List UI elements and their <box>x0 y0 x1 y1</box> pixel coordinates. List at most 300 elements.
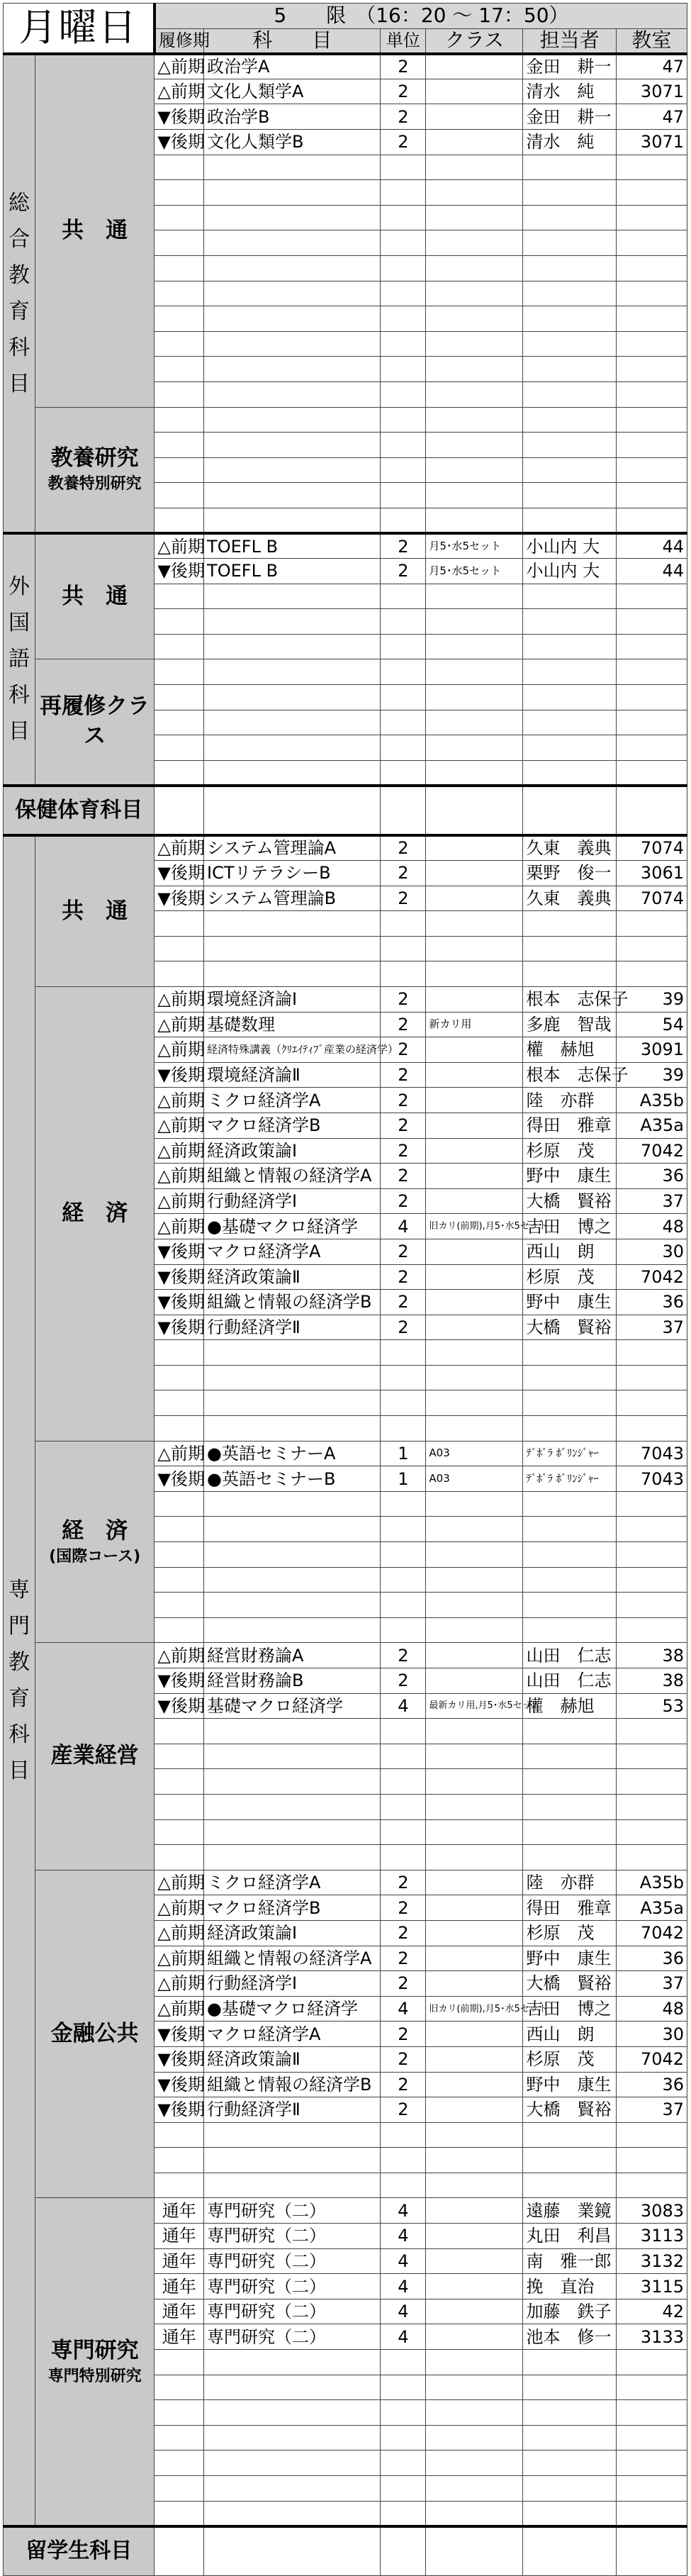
day-title: 月曜日 <box>4 4 155 54</box>
cell-empty <box>426 2501 523 2526</box>
foreign-label: 外 国 語 科 目 <box>4 533 35 786</box>
cell-room: 54 <box>616 1012 687 1037</box>
cell-empty <box>155 180 204 206</box>
cell-empty <box>616 1719 687 1744</box>
cell-empty <box>204 1593 381 1618</box>
cell-empty <box>155 1517 204 1542</box>
column-header-class: クラス <box>426 28 523 54</box>
cell-empty <box>381 155 426 180</box>
cell-empty <box>155 457 204 483</box>
cell-credits: 2 <box>381 79 426 104</box>
cell-empty <box>426 281 523 306</box>
cell-instructor: 野中 康生 <box>523 1164 616 1189</box>
cell-course: TOEFL B <box>204 559 381 584</box>
cell-term: ▼後期 <box>155 861 204 886</box>
cell-term: ▼後期 <box>155 1290 204 1315</box>
cell-credits: 2 <box>381 1668 426 1694</box>
cell-course: 専門研究（二） <box>204 2324 381 2350</box>
cell-empty <box>426 306 523 332</box>
cell-empty <box>426 357 523 382</box>
cell-instructor: 大橋 賢裕 <box>523 1971 616 1997</box>
cell-empty <box>155 331 204 357</box>
cell-empty <box>523 1819 616 1845</box>
cell-empty <box>155 2450 204 2476</box>
cell-empty <box>155 760 204 786</box>
cell-empty <box>616 911 687 937</box>
cell-empty <box>616 331 687 357</box>
cell-empty <box>381 2400 426 2426</box>
specialized-group-4 <box>35 1870 154 2198</box>
cell-course: 行動経済学Ⅱ <box>204 2097 381 2123</box>
cell-instructor: 挽 直治 <box>523 2274 616 2299</box>
specialized-group-3 <box>35 1643 154 1870</box>
cell-empty <box>204 457 381 483</box>
cell-empty <box>155 936 204 961</box>
cell-empty <box>155 1593 204 1618</box>
cell-class <box>426 1113 523 1138</box>
cell-empty <box>381 457 426 483</box>
cell-class <box>426 1870 523 1895</box>
cell-empty <box>381 659 426 685</box>
cell-room: 38 <box>616 1643 687 1668</box>
cell-term: ▼後期 <box>155 2072 204 2097</box>
cell-course: システム管理論B <box>204 886 381 911</box>
foreign-group-1 <box>35 659 154 786</box>
cell-empty <box>155 2476 204 2502</box>
header-period-row <box>4 4 687 29</box>
cell-term: △前期 <box>155 1946 204 1971</box>
cell-empty <box>523 508 616 533</box>
cell-term: ▼後期 <box>155 2046 204 2072</box>
cell-empty <box>381 2501 426 2526</box>
cell-empty <box>426 1744 523 1769</box>
cell-empty <box>523 457 616 483</box>
cell-class <box>426 1264 523 1290</box>
cell-empty <box>523 1491 616 1517</box>
cell-empty <box>381 710 426 735</box>
cell-empty <box>381 2450 426 2476</box>
cell-instructor: 權 赫旭 <box>523 1037 616 1063</box>
cell-course: 経営財務論B <box>204 1668 381 1694</box>
cell-empty <box>426 1365 523 1390</box>
cell-term: 通年 <box>155 2248 204 2274</box>
cell-term: ▼後期 <box>155 129 204 155</box>
cell-empty <box>523 2173 616 2198</box>
cell-empty <box>381 180 426 206</box>
cell-empty <box>616 508 687 533</box>
cell-empty <box>616 659 687 685</box>
cell-class <box>426 1895 523 1921</box>
cell-empty <box>155 205 204 230</box>
cell-credits: 2 <box>381 1870 426 1895</box>
cell-empty <box>381 786 426 835</box>
cell-empty <box>523 1517 616 1542</box>
cell-empty <box>616 1390 687 1416</box>
cell-empty <box>523 1365 616 1390</box>
cell-room: 7042 <box>616 1920 687 1946</box>
cell-room: 47 <box>616 104 687 130</box>
cell-empty <box>155 961 204 987</box>
cell-empty <box>381 2526 426 2576</box>
cell-empty <box>155 407 204 433</box>
cell-empty <box>155 2173 204 2198</box>
cell-empty <box>381 2122 426 2148</box>
cell-room: 44 <box>616 533 687 559</box>
cell-empty <box>523 306 616 332</box>
cell-empty <box>426 331 523 357</box>
cell-empty <box>155 483 204 508</box>
cell-empty <box>523 1794 616 1819</box>
cell-course: 環境経済論Ⅰ <box>204 986 381 1012</box>
cell-credits: 2 <box>381 1920 426 1946</box>
cell-course: 経済政策論Ⅱ <box>204 2046 381 2072</box>
foreign-group-1-label: 再履修クラス <box>40 693 150 749</box>
cell-room: 7043 <box>616 1441 687 1466</box>
foreign-row <box>4 659 687 685</box>
cell-course: 政治学B <box>204 104 381 130</box>
cell-empty <box>523 357 616 382</box>
cell-empty <box>426 911 523 937</box>
general-group-1 <box>35 407 154 533</box>
cell-empty <box>616 2450 687 2476</box>
cell-instructor: 山田 仁志 <box>523 1643 616 1668</box>
cell-empty <box>204 1416 381 1442</box>
cell-empty <box>426 1617 523 1643</box>
cell-empty <box>616 255 687 281</box>
cell-course: 環境経済論Ⅱ <box>204 1062 381 1088</box>
cell-room: 7074 <box>616 835 687 861</box>
cell-empty <box>381 1365 426 1390</box>
cell-empty <box>616 2425 687 2450</box>
cell-empty <box>616 760 687 786</box>
cell-class: 月5･水5セット <box>426 533 523 559</box>
cell-empty <box>155 1491 204 1517</box>
cell-empty <box>523 1617 616 1643</box>
cell-credits: 2 <box>381 533 426 559</box>
cell-class <box>426 886 523 911</box>
cell-empty <box>381 1340 426 1366</box>
cell-course: 組織と情報の経済学A <box>204 1164 381 1189</box>
cell-empty <box>616 1819 687 1845</box>
cell-empty <box>426 2173 523 2198</box>
cell-empty <box>523 760 616 786</box>
cell-empty <box>204 961 381 987</box>
cell-credits: 2 <box>381 2046 426 2072</box>
cell-empty <box>155 155 204 180</box>
cell-instructor: 吉田 博之 <box>523 1214 616 1239</box>
cell-empty <box>381 1794 426 1819</box>
general-row <box>4 54 687 79</box>
cell-term: ▼後期 <box>155 2022 204 2047</box>
cell-empty <box>204 1794 381 1819</box>
cell-course: 専門研究（二） <box>204 2198 381 2224</box>
cell-empty <box>381 483 426 508</box>
cell-empty <box>616 1365 687 1390</box>
cell-empty <box>204 1491 381 1517</box>
general-group-0-label: 共 通 <box>62 217 128 243</box>
cell-empty <box>426 457 523 483</box>
cell-empty <box>381 1517 426 1542</box>
specialized-group-4-label: 金融公共 <box>50 2020 139 2046</box>
cell-empty <box>204 1845 381 1870</box>
cell-empty <box>426 1593 523 1618</box>
cell-empty <box>155 2400 204 2426</box>
cell-empty <box>523 685 616 710</box>
cell-course: 経済特殊講義（ｸﾘｴｲﾃｨﾌﾞ産業の経済学） <box>204 1037 381 1063</box>
cell-instructor: 丸田 利昌 <box>523 2224 616 2249</box>
cell-room: 7042 <box>616 2046 687 2072</box>
cell-empty <box>426 2375 523 2400</box>
cell-empty <box>204 1719 381 1744</box>
cell-empty <box>426 230 523 256</box>
cell-empty <box>204 306 381 332</box>
cell-empty <box>204 230 381 256</box>
cell-empty <box>426 584 523 609</box>
cell-room: 30 <box>616 1239 687 1264</box>
cell-empty <box>155 2350 204 2375</box>
cell-course: 組織と情報の経済学A <box>204 1946 381 1971</box>
cell-empty <box>204 508 381 533</box>
cell-empty <box>523 1719 616 1744</box>
cell-empty <box>616 180 687 206</box>
cell-empty <box>204 2148 381 2173</box>
cell-instructor: 久東 義典 <box>523 886 616 911</box>
cell-empty <box>155 508 204 533</box>
cell-instructor: 加藤 鉄子 <box>523 2299 616 2324</box>
cell-room: 36 <box>616 1290 687 1315</box>
cell-empty <box>616 584 687 609</box>
cell-empty <box>204 911 381 937</box>
cell-class <box>426 2022 523 2047</box>
cell-term: △前期 <box>155 1012 204 1037</box>
cell-empty <box>204 155 381 180</box>
specialized-group-5-sublabel: 専門特別研究 <box>47 2367 142 2385</box>
cell-empty <box>155 1617 204 1643</box>
cell-empty <box>523 2526 616 2576</box>
cell-empty <box>204 1365 381 1390</box>
cell-empty <box>616 281 687 306</box>
cell-empty <box>523 1340 616 1366</box>
cell-empty <box>204 634 381 659</box>
cell-class: A03 <box>426 1441 523 1466</box>
cell-empty <box>426 180 523 206</box>
cell-empty <box>426 735 523 761</box>
general-group-0 <box>35 54 154 407</box>
cell-term: 通年 <box>155 2198 204 2224</box>
cell-credits: 2 <box>381 559 426 584</box>
specialized-group-0 <box>35 835 154 987</box>
cell-empty <box>204 205 381 230</box>
cell-class <box>426 2046 523 2072</box>
cell-course: ●基礎マクロ経済学 <box>204 1996 381 2022</box>
cell-empty <box>523 180 616 206</box>
cell-instructor: 陸 亦群 <box>523 1870 616 1895</box>
cell-empty <box>523 634 616 659</box>
cell-class <box>426 1290 523 1315</box>
cell-credits: 2 <box>381 886 426 911</box>
cell-class <box>426 1188 523 1214</box>
cell-room: 3113 <box>616 2224 687 2249</box>
cell-empty <box>523 735 616 761</box>
cell-term: 通年 <box>155 2324 204 2350</box>
general-row <box>4 407 687 433</box>
cell-course: 経済政策論Ⅰ <box>204 1920 381 1946</box>
cell-empty <box>155 1567 204 1593</box>
cell-empty <box>381 1617 426 1643</box>
cell-empty <box>426 2425 523 2450</box>
cell-empty <box>523 1416 616 1442</box>
cell-room: 7042 <box>616 1138 687 1164</box>
cell-room: 37 <box>616 2097 687 2123</box>
cell-instructor: 清水 純 <box>523 129 616 155</box>
cell-empty <box>426 2400 523 2426</box>
cell-empty <box>616 735 687 761</box>
cell-room: 42 <box>616 2299 687 2324</box>
cell-empty <box>204 735 381 761</box>
cell-class <box>426 1668 523 1694</box>
cell-term: ▼後期 <box>155 1466 204 1492</box>
cell-empty <box>426 936 523 961</box>
cell-term: △前期 <box>155 1870 204 1895</box>
cell-class: 月5･水5セット <box>426 559 523 584</box>
cell-empty <box>381 1769 426 1795</box>
cell-empty <box>204 2476 381 2502</box>
cell-instructor: 杉原 茂 <box>523 1264 616 1290</box>
cell-empty <box>426 433 523 458</box>
cell-empty <box>523 609 616 635</box>
cell-empty <box>155 2122 204 2148</box>
cell-empty <box>204 2450 381 2476</box>
cell-empty <box>523 2400 616 2426</box>
cell-empty <box>204 1819 381 1845</box>
cell-room: A35a <box>616 1113 687 1138</box>
cell-instructor: 得田 雅章 <box>523 1113 616 1138</box>
cell-empty <box>381 331 426 357</box>
cell-class: 最新カリ用,月5･水5セット <box>426 1693 523 1719</box>
specialized-row <box>4 1441 687 1466</box>
cell-course: マクロ経済学A <box>204 2022 381 2047</box>
period-title: 5 限 （16：20 ～ 17：50） <box>155 4 687 29</box>
specialized-group-2-sublabel: (国際コース) <box>49 1547 141 1566</box>
cell-credits: 2 <box>381 1188 426 1214</box>
cell-instructor: 大橋 賢裕 <box>523 1188 616 1214</box>
cell-empty <box>523 961 616 987</box>
cell-class <box>426 2248 523 2274</box>
cell-empty <box>381 1593 426 1618</box>
cell-class: A03 <box>426 1466 523 1492</box>
cell-course: 文化人類学B <box>204 129 381 155</box>
cell-term: △前期 <box>155 835 204 861</box>
cell-course: 組織と情報の経済学B <box>204 1290 381 1315</box>
cell-instructor: 西山 朗 <box>523 1239 616 1264</box>
cell-empty <box>523 407 616 433</box>
cell-empty <box>155 1769 204 1795</box>
cell-credits: 2 <box>381 1946 426 1971</box>
cell-empty <box>616 1416 687 1442</box>
cell-term: ▼後期 <box>155 886 204 911</box>
column-header-room: 教室 <box>616 28 687 54</box>
cell-empty <box>204 609 381 635</box>
cell-empty <box>523 205 616 230</box>
cell-class <box>426 1946 523 1971</box>
cell-empty <box>523 331 616 357</box>
cell-empty <box>381 230 426 256</box>
cell-empty <box>204 1617 381 1643</box>
cell-empty <box>426 2148 523 2173</box>
cell-course: 経済政策論Ⅱ <box>204 1264 381 1290</box>
cell-empty <box>616 1491 687 1517</box>
cell-term: △前期 <box>155 1088 204 1113</box>
health-label: 保健体育科目 <box>4 786 155 835</box>
cell-term: ▼後期 <box>155 104 204 130</box>
cell-course: 文化人類学A <box>204 79 381 104</box>
specialized-group-0-label: 共 通 <box>62 898 128 924</box>
cell-course: ミクロ経済学A <box>204 1088 381 1113</box>
cell-room: 36 <box>616 1946 687 1971</box>
cell-term: ▼後期 <box>155 1062 204 1088</box>
cell-empty <box>616 2148 687 2173</box>
cell-room: 3071 <box>616 129 687 155</box>
cell-course: ●英語セミナーB <box>204 1466 381 1492</box>
cell-empty <box>155 1819 204 1845</box>
cell-empty <box>426 155 523 180</box>
cell-room: 44 <box>616 559 687 584</box>
foreign-group-0 <box>35 533 154 659</box>
cell-term: ▼後期 <box>155 1315 204 1340</box>
cell-credits: 4 <box>381 1693 426 1719</box>
cell-empty <box>616 2501 687 2526</box>
cell-empty <box>616 961 687 987</box>
cell-credits: 2 <box>381 1643 426 1668</box>
cell-empty <box>204 255 381 281</box>
cell-room: 37 <box>616 1971 687 1997</box>
cell-term: 通年 <box>155 2299 204 2324</box>
specialized-row <box>4 2198 687 2224</box>
cell-empty <box>616 2400 687 2426</box>
cell-empty <box>155 911 204 937</box>
cell-instructor: 根本 志保子 <box>523 986 616 1012</box>
cell-credits: 2 <box>381 1113 426 1138</box>
cell-empty <box>155 584 204 609</box>
cell-instructor: 得田 雅章 <box>523 1895 616 1921</box>
cell-term: 通年 <box>155 2224 204 2249</box>
cell-instructor: 金田 耕一 <box>523 104 616 130</box>
cell-empty <box>204 1769 381 1795</box>
cell-course: 組織と情報の経済学B <box>204 2072 381 2097</box>
cell-empty <box>381 2375 426 2400</box>
cell-empty <box>381 306 426 332</box>
cell-empty <box>381 2476 426 2502</box>
cell-class <box>426 1643 523 1668</box>
cell-empty <box>616 433 687 458</box>
cell-empty <box>616 306 687 332</box>
cell-course: 行動経済学Ⅰ <box>204 1971 381 1997</box>
cell-empty <box>523 911 616 937</box>
cell-term: △前期 <box>155 1037 204 1063</box>
cell-empty <box>523 255 616 281</box>
cell-empty <box>381 433 426 458</box>
cell-empty <box>381 281 426 306</box>
cell-class: 旧カリ(前期),月5･水5セット <box>426 1214 523 1239</box>
cell-empty <box>155 1845 204 1870</box>
specialized-row <box>4 1870 687 1895</box>
cell-empty <box>523 381 616 407</box>
cell-empty <box>155 281 204 306</box>
cell-empty <box>616 483 687 508</box>
cell-credits: 2 <box>381 104 426 130</box>
cell-instructor: 吉田 博之 <box>523 1996 616 2022</box>
cell-empty <box>616 634 687 659</box>
